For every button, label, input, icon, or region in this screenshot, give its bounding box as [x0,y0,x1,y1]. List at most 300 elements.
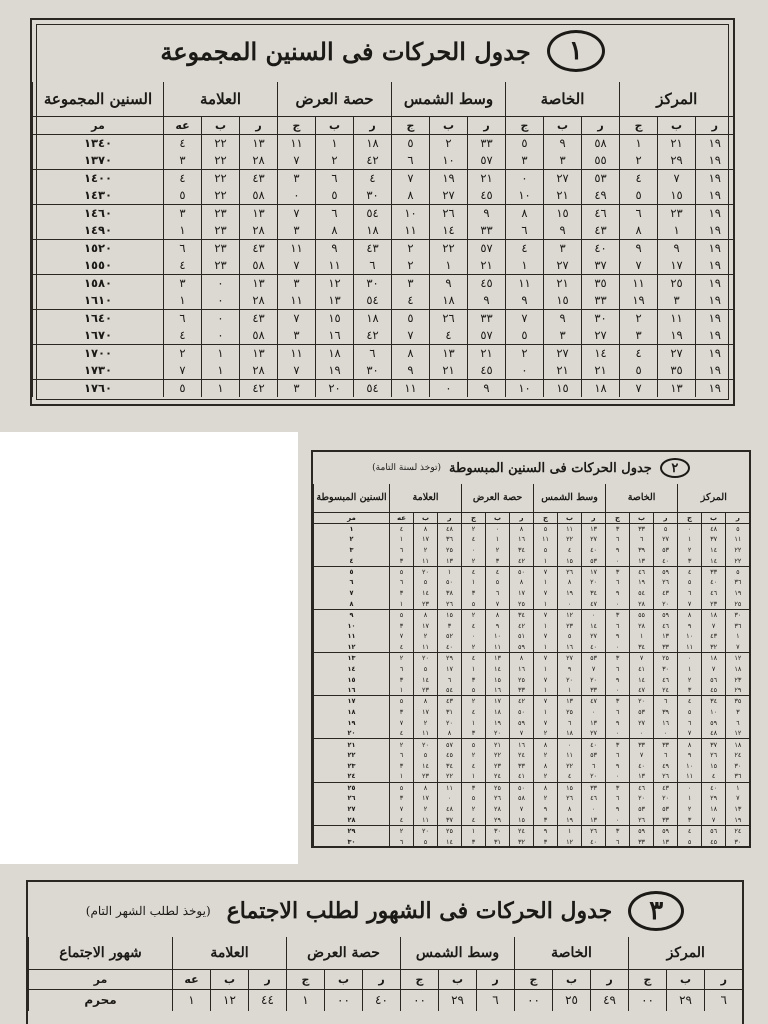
table-cell: ٥ [390,696,414,707]
table-cell: ٣ [390,707,414,718]
table-cell: ٩ [606,674,630,685]
table-cell: ٠ [506,362,544,380]
table-cell: ٣٥ [658,362,696,380]
table-cell: ٣٠ [726,609,750,620]
table-cell: ٠ [630,728,654,739]
table-cell: ٨ [486,609,510,620]
table-cell: ١ [620,134,658,152]
table-cell: ٣٢ [702,642,726,653]
table-cell: ١٣ [240,274,278,292]
row-year-label: ١ [314,523,390,534]
table-cell: ٢١ [468,169,506,187]
table-cell: ١١ [414,642,438,653]
table-cell: ١٩ [696,292,734,310]
table-cell: ٤٦ [654,620,678,631]
table-cell: ٦ [606,793,630,804]
table3-subheader-cell: ب [325,969,363,989]
table-cell: ٦ [390,836,414,847]
table-cell: ٩ [468,379,506,397]
table-cell: ٥٩ [510,642,534,653]
table-row [314,566,750,577]
table-cell: ١٩ [696,344,734,362]
table-cell: ٧ [392,327,430,345]
table-cell: ٣٣ [510,761,534,772]
table1-subheader-cell: ر [582,116,620,134]
table-3-number-badge [628,891,684,931]
table-cell: ٢ [534,793,558,804]
table-cell: ٠٠ [401,989,439,1011]
table-row [314,782,750,793]
table-2-title: جدول الحركات فى السنين المبسوطة [449,460,652,476]
table3-header-4: العلامة [173,937,287,969]
table-cell: ٥ [620,187,658,205]
table-cell: ٢٦ [702,750,726,761]
table-cell: ٣ [390,674,414,685]
table-2-title-row [313,455,749,481]
table-cell: ٣ [606,653,630,664]
table-cell: ١٣ [438,555,462,566]
table-cell: ٢٧ [558,653,582,664]
row-year-label: ١٧٦٠ [33,379,164,397]
table-cell: ١٣ [630,771,654,782]
table-cell: ١٣ [726,804,750,815]
table-cell: ٤٢ [354,327,392,345]
table-cell: ٣ [390,588,414,599]
table-cell: ٢٩ [486,815,510,826]
table-cell: ١ [316,134,354,152]
row-year-label: ٢٩ [314,825,390,836]
row-year-label: ٢١ [314,739,390,750]
table-cell: ٥ [486,577,510,588]
table-cell: ٥٠ [510,782,534,793]
table-cell: ٠ [654,728,678,739]
table-cell: ٢ [414,717,438,728]
table-1-number: ١ [568,36,583,66]
table-2-frame [311,450,751,848]
table-cell: ٧ [278,309,316,327]
table-cell: ٢ [390,739,414,750]
table-cell: ١٣ [630,555,654,566]
table-cell: ١٧ [582,566,606,577]
table-cell: ٢ [620,152,658,170]
table-cell: ٨ [534,761,558,772]
table3-subheader-cell: ج [629,969,667,989]
row-year-label: ١٦ [314,685,390,696]
row-year-label: ١٤٩٠ [33,222,164,240]
row-year-label: ١٣ [314,653,390,664]
table-cell: ٢٣ [202,239,240,257]
table-cell: ٤٥ [468,187,506,205]
table-1-title-row [32,26,733,76]
table-cell: ١١ [414,555,438,566]
table-cell: ٢٣ [702,599,726,610]
table-cell: ٧ [726,793,750,804]
table-cell: ٣ [544,239,582,257]
table3-subheader-cell: ر [705,969,743,989]
table-cell: ٥ [462,599,486,610]
table-cell: ٣٧ [582,257,620,275]
table-cell: ٢٠ [654,599,678,610]
table-cell: ٢ [534,771,558,782]
table-cell: ٢ [534,728,558,739]
table-cell: ٢٧ [544,257,582,275]
table-cell: ٣٤ [702,696,726,707]
table3-subheader-cell: ج [515,969,553,989]
table-cell: ١٨ [486,707,510,718]
table-cell: ٢٧ [630,717,654,728]
table-cell: ١٠ [506,379,544,397]
table-cell: ٣٠ [654,663,678,674]
table-cell: ٤٣ [654,782,678,793]
table-cell: ٢ [534,750,558,761]
table-cell: ٤ [678,566,702,577]
table-cell: ١٩ [726,815,750,826]
table1-subheader-cell: ب [430,116,468,134]
table-cell: ٥٣ [654,545,678,556]
table-cell: ٤٢ [510,620,534,631]
table-cell: ٤ [678,825,702,836]
table-row [314,653,750,664]
table-cell: ٣ [462,836,486,847]
table-cell: ١ [438,566,462,577]
table-cell: ٧ [164,362,202,380]
table1-subheader-cell: ج [278,116,316,134]
table-cell: ٢ [620,309,658,327]
table-cell: ٢٤ [510,825,534,836]
table-cell: ٥٢ [438,631,462,642]
table-cell: ٤٨ [438,804,462,815]
table-cell: ٧ [390,717,414,728]
table-cell: ٢٠ [630,696,654,707]
table-cell: ٧ [510,804,534,815]
table-cell: ٩ [430,274,468,292]
table-cell: ٠ [202,327,240,345]
table-cell: ٣ [486,555,510,566]
table-cell: ٣٠ [726,761,750,772]
table-cell: ٤ [486,566,510,577]
row-year-label: ٤ [314,555,390,566]
table-cell: ٥٩ [654,825,678,836]
table1-subheader-cell: ر [354,116,392,134]
table-cell: ٤٨ [702,728,726,739]
table-cell: ١ [534,555,558,566]
table-cell: ٦ [678,588,702,599]
table-1-title: جدول الحركات فى السنين المجموعة [160,36,531,66]
table-cell: ١٩ [558,588,582,599]
table-row [314,739,750,750]
table-cell: ٩ [678,620,702,631]
table-cell: ١١ [506,274,544,292]
table-cell: ٣ [606,825,630,836]
table-cell: ٩ [678,750,702,761]
table-cell: ١٠ [430,152,468,170]
table-cell: ١ [726,782,750,793]
table-cell: ٧ [278,204,316,222]
table2-subheader-cell: ب [558,512,582,523]
table-cell: ٣١ [438,707,462,718]
table-cell: ١٧ [414,793,438,804]
table-cell: ١٥ [486,674,510,685]
table-cell: ٣٢ [510,836,534,847]
table3-subheader-cell: ر [249,969,287,989]
table-cell: ٤٩ [582,187,620,205]
table2-subheader-cell: ر [438,512,462,523]
table-cell: ٢ [430,134,468,152]
table1-subheader-cell: مر [33,116,164,134]
row-year-label: ١٨ [314,707,390,718]
table-cell: ٨ [510,523,534,534]
table-cell: ٤٥ [468,274,506,292]
table-row [33,292,734,310]
table-cell: ١ [202,344,240,362]
table-cell: ٤٣ [438,696,462,707]
table-cell: ٢٢ [202,169,240,187]
table-row [33,344,734,362]
table-cell: ٢٦ [558,566,582,577]
table-cell: ٤ [164,257,202,275]
table-cell: ٨ [678,609,702,620]
table-cell: ٣ [278,379,316,397]
table-cell: ٦ [620,204,658,222]
table-cell: ٩ [468,204,506,222]
table-cell: ٤٠ [582,239,620,257]
table-row [33,169,734,187]
table-cell: ٧ [278,362,316,380]
table-cell: ٤٥ [438,750,462,761]
table-cell: ٥ [678,836,702,847]
table-cell: ٨ [392,187,430,205]
table3-subheader-cell: ب [211,969,249,989]
table-cell: ١٣ [316,292,354,310]
table-cell: ٩ [316,239,354,257]
table-cell: ٢ [316,152,354,170]
table-cell: ٣ [606,523,630,534]
table-cell: ٤ [462,761,486,772]
table-cell: ٤٧ [630,685,654,696]
table-cell: ١٩ [658,327,696,345]
table-cell: ٢ [390,653,414,664]
table-cell: ٤٤ [249,989,287,1011]
table-cell: ١ [558,685,582,696]
table-3-header-row [29,937,743,969]
table-cell: ٥ [654,523,678,534]
table-cell: ٧ [534,588,558,599]
table-cell: ١٣ [582,523,606,534]
table-cell: ٢٥ [510,674,534,685]
table-cell: ١٩ [316,362,354,380]
table-cell: ٤٩ [654,761,678,772]
table-cell: ٣٠ [354,187,392,205]
table-row [314,815,750,826]
table-cell: ٦ [705,989,743,1011]
table-cell: ١٠ [486,631,510,642]
table-cell: ٢٢ [558,534,582,545]
table-cell: ٣٤ [630,642,654,653]
table2-subheader-cell: مر [314,512,390,523]
table-cell: ٥ [726,566,750,577]
table-cell: ٦ [477,989,515,1011]
table-cell: ٢ [678,545,702,556]
table-cell: ٥٣ [654,804,678,815]
table-cell: ٦ [606,750,630,761]
table-cell: ١٨ [354,309,392,327]
table-cell: ٥ [726,523,750,534]
table-cell: ٣ [462,782,486,793]
row-year-label: ٢ [314,534,390,545]
table3-subheader-cell: عه [173,969,211,989]
table-cell: ٥٥ [630,609,654,620]
table-cell: ٩ [534,825,558,836]
table-cell: ٢٢ [202,187,240,205]
table-cell: ١٥ [510,815,534,826]
row-year-label: ٣٠ [314,836,390,847]
table-cell: ٨ [558,577,582,588]
table-cell: ١٩ [696,257,734,275]
table-2-number-badge [660,458,690,478]
table-cell: ٢٩ [726,685,750,696]
table-cell: ١٧ [414,620,438,631]
table-1-frame [30,18,735,406]
table1-header-0: المركز [620,82,734,116]
table-cell: ٤ [558,545,582,556]
table-cell: ٤٣ [240,239,278,257]
table-cell: ٥ [620,362,658,380]
table-cell: ٣٠ [354,274,392,292]
table-cell: ٨ [414,696,438,707]
table-cell: ٢٦ [430,204,468,222]
table-cell: ١ [534,685,558,696]
table-cell: ٥٨ [240,257,278,275]
table-cell: ١٣ [486,653,510,664]
table-2-note: (توخذ لسنة التامة) [372,463,442,473]
table-cell: ٦ [678,717,702,728]
table-cell: ٢٥ [438,545,462,556]
table-cell: ٣ [390,555,414,566]
table3-header-2: وسط الشمس [401,937,515,969]
table-cell: ٢٢ [202,152,240,170]
table-cell: ٠ [202,309,240,327]
table-cell: ٤١ [630,663,654,674]
table-cell: ٣٣ [654,642,678,653]
table-cell: ٧ [506,309,544,327]
row-year-label: ١٧٣٠ [33,362,164,380]
table-cell: ٢ [506,344,544,362]
table-cell: ٢٢ [202,134,240,152]
table-cell: ١٧ [438,663,462,674]
table1-subheader-cell: ج [392,116,430,134]
table-row [33,309,734,327]
table-cell: ٢٣ [202,204,240,222]
table-1 [32,82,734,397]
table-cell: ٤٦ [582,793,606,804]
table-cell: ٣٠ [486,825,510,836]
table-cell: ٥ [414,836,438,847]
table-cell: ٤٦ [582,204,620,222]
table-cell: ٢٢ [726,555,750,566]
table-cell: ٤٠ [582,739,606,750]
table-cell: ١ [164,292,202,310]
table-row [314,588,750,599]
row-year-label: ١٧٠٠ [33,344,164,362]
table2-subheader-cell: ر [654,512,678,523]
table-cell: ٢٠ [414,825,438,836]
table-cell: ٢٩ [667,989,705,1011]
table-row [314,728,750,739]
table-cell: ٥٩ [654,609,678,620]
table-cell: ٤٦ [654,674,678,685]
table-cell: ٣٥ [582,274,620,292]
table-cell: ٤٠ [363,989,401,1011]
table-cell: ٠ [678,523,702,534]
table-cell: ٤٦ [630,782,654,793]
table1-subheader-row [33,116,734,134]
table2-subheader-cell: ج [462,512,486,523]
table-cell: ٩ [620,239,658,257]
table-cell: ٢٠ [582,674,606,685]
table-cell: ١٣ [240,344,278,362]
table-cell: ١١ [678,771,702,782]
table-cell: ٣٨ [438,588,462,599]
table-cell: ٩ [606,804,630,815]
table1-header-2: وسط الشمس [392,82,506,116]
table-cell: ٢٦ [630,815,654,826]
table-cell: ١٧ [414,534,438,545]
table-row [33,379,734,397]
table2-header-3: حصة العرض [462,484,534,512]
table-cell: ١٩ [620,292,658,310]
table-cell: ٤ [390,642,414,653]
table-cell: ٦ [390,663,414,674]
table-cell: ٦ [390,545,414,556]
table-cell: ٢٨ [240,222,278,240]
table-cell: ٩ [658,239,696,257]
table-cell: ٣٣ [630,836,654,847]
table-cell: ٢٩ [438,653,462,664]
table-row [314,663,750,674]
table-row [33,152,734,170]
table-cell: ١ [430,257,468,275]
table-cell: ٤٧ [582,696,606,707]
table-cell: ٢٠ [558,674,582,685]
table-cell: ٢٦ [654,771,678,782]
table-row [314,599,750,610]
table-cell: ١٨ [354,134,392,152]
table-cell: ٥ [462,793,486,804]
table-cell: ٦ [606,836,630,847]
table-cell: ٥٤ [354,204,392,222]
table-cell: ٦ [164,309,202,327]
table2-subheader-cell: ب [414,512,438,523]
table-3 [28,937,743,1011]
table-row [314,523,750,534]
row-year-label: ٧ [314,588,390,599]
table-cell: ١٩ [696,379,734,397]
table-2-body [314,512,750,847]
table-cell: ٨ [392,344,430,362]
table-cell: ١١ [678,642,702,653]
table-cell: ٤ [462,534,486,545]
table-cell: ١٤ [414,588,438,599]
table-cell: ٢١ [544,187,582,205]
table-cell: ٢ [392,239,430,257]
row-year-label: ١٥٥٠ [33,257,164,275]
table-cell: ٢١ [468,344,506,362]
row-year-label: ١٤٦٠ [33,204,164,222]
table-cell: ١٨ [726,663,750,674]
table-cell: ٢٣ [658,204,696,222]
row-year-label: ١٦٤٠ [33,309,164,327]
table-cell: ٦ [486,588,510,599]
